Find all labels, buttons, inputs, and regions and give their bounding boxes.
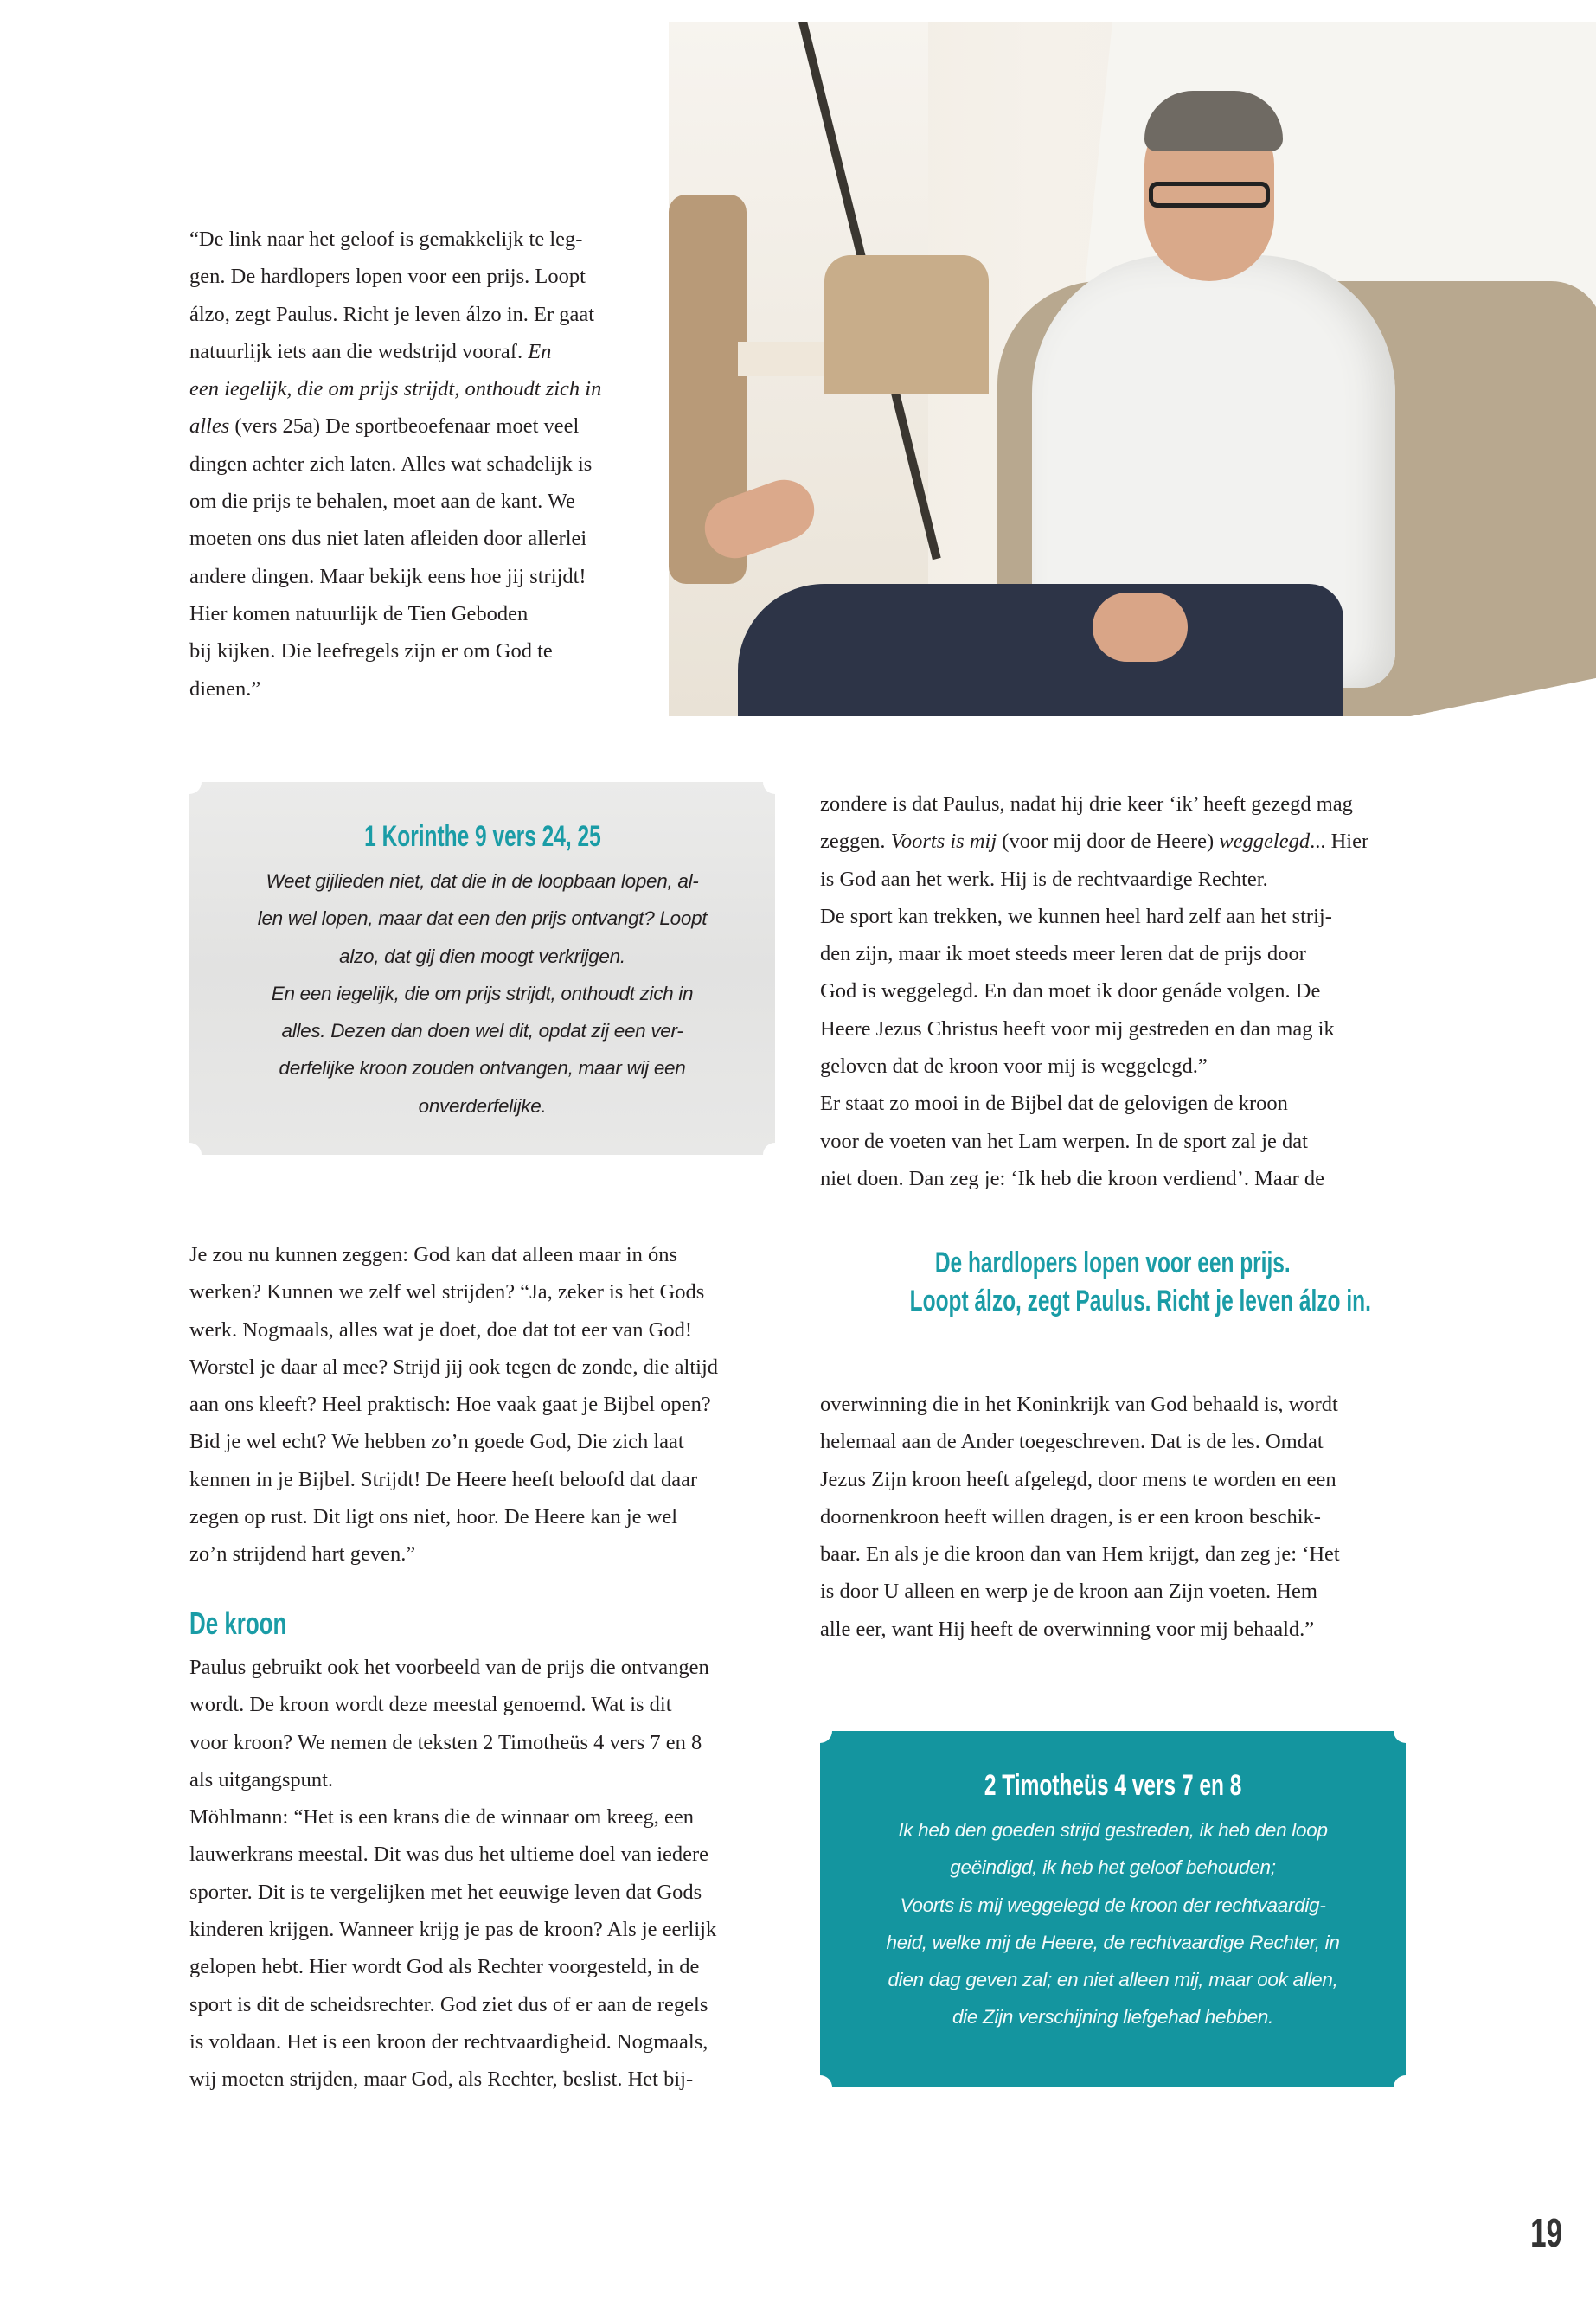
text-line: wordt. De kroon wordt deze meestal genoemd. Wat is dit [189,1693,672,1717]
right-column-paragraph [820,785,1368,1197]
italic-quote: een iegelijk, die om prijs strijdt, onthoudt zich in [189,377,602,401]
pull-quote-line: De hardlopers lopen voor een prijs. [935,1247,1291,1279]
text-line: Hier komen natuurlijk de Tien Geboden [189,601,529,625]
text-line: Weet gijlieden niet, dat die in de loopbaan lopen, al- [266,870,699,892]
text-line: sporter. Dit is te vergelijken met het eeuwige leven dat Gods [189,1880,702,1904]
text-line: Heere Jezus Christus heeft voor mij gestreden en dan mag ik [820,1016,1335,1041]
section-heading: De kroon [189,1606,287,1641]
text-line: Paulus gebruikt ook het voorbeeld van de prijs die ontvangen [189,1656,709,1679]
text-segment: natuurlijk iets aan die wedstrijd vooraf. [189,339,529,363]
text-line: heid, welke mij de Heere, de rechtvaardige Rechter, in [886,1931,1340,1953]
text-line: Ik heb den goeden strijd gestreden, ik heb den loop [898,1819,1328,1841]
text-line: niet doen. Dan zeg je: ‘Ik heb die kroon verdiend’. Maar de [820,1166,1325,1190]
text-line: is door U alleen en werp je de kroon aan Zijn voeten. Hem [820,1580,1317,1604]
text-line: baar. En als je die kroon dan van Hem krijgt, dan zeg je: ‘Het [820,1542,1340,1567]
text-line: doornenkroon heeft willen dragen, is er een kroon beschik- [820,1504,1321,1529]
photo-man-in-armchair [669,22,1596,716]
box-title: 2 Timotheüs 4 vers 7 en 8 [984,1769,1242,1802]
text-line: is voldaan. Het is een kroon der rechtvaardigheid. Nogmaals, [189,2029,708,2054]
text-line: als uitgangspunt. [189,1767,334,1791]
italic-quote: alles [189,414,230,439]
text-line: den zijn, maar ik moet steeds meer leren dat de prijs door [820,942,1306,966]
box-title: 1 Korinthe 9 vers 24, 25 [363,820,601,853]
scripture-box-1-korinthe [189,782,775,1155]
text-line: geëindigd, ik heb het geloof behouden; [950,1856,1276,1879]
text-segment: ... Hier [1310,830,1369,854]
text-line: helemaal aan de Ander toegeschreven. Dat is de les. Omdat [820,1430,1324,1454]
text-line: derfelijke kroon zouden ontvangen, maar wij een [279,1057,686,1080]
italic-quote: Voorts is mij [890,830,997,854]
text-line: die Zijn verschijning liefgehad hebben. [952,2006,1274,2029]
hair [1144,91,1283,151]
text-line [189,370,601,407]
pull-quote-line: Loopt álzo, zegt Paulus. Richt je leven álzo in. [909,1285,1371,1317]
text-line: De sport kan trekken, we kunnen heel hard zelf aan het strij- [820,904,1332,928]
left-column-paragraph [189,1236,718,1574]
text-line: wij moeten strijden, maar God, als Rechter, beslist. Het bij- [189,2067,694,2092]
text-line: voor de voeten van het Lam werpen. In de sport zal je dat [820,1129,1308,1153]
text-line: “De link naar het geloof is gemakkelijk te leg- [189,228,583,251]
text-line: onverderfelijke. [418,1094,547,1117]
text-line: Voorts is mij weggelegd de kroon der rechtvaardig- [900,1894,1326,1916]
text-line: lauwerkrans meestal. Dit was dus het ultieme doel van iedere [189,1843,709,1867]
jeans [738,584,1343,716]
text-line: alles. Dezen dan doen wel dit, opdat zij een ver- [281,1020,683,1042]
text-line: dienen.” [189,676,261,701]
text-segment: zeggen. [820,830,891,854]
text-line: En een iegelijk, die om prijs strijdt, onthoudt zich in [271,982,694,1004]
box-scripture-text [820,1811,1406,2036]
text-line: overwinning die in het Koninkrijk van God behaald is, wordt [820,1393,1338,1416]
intro-paragraph [189,221,601,708]
right-column-paragraph-2 [820,1386,1340,1648]
text-segment: (voor mij door de Heere) [997,830,1220,854]
text-line: kennen in je Bijbel. Strijdt! De Heere heeft beloofd dat daar [189,1467,698,1491]
page-number: 19 [1530,2210,1563,2255]
pull-quote [820,1244,1406,1320]
text-line: God is weggelegd. En dan moet ik door genáde volgen. De [820,979,1321,1003]
italic-quote: weggelegd [1219,830,1311,854]
text-line: is God aan het werk. Hij is de rechtvaardige Rechter. [820,867,1268,891]
text-line: Er staat zo mooi in de Bijbel dat de gelovigen de kroon [820,1092,1288,1116]
text-line: zo’n strijdend hart geven.” [189,1542,416,1567]
text-line: moeten ons dus niet laten afleiden door allerlei [189,527,587,551]
text-line: bij kijken. Die leefregels zijn er om God te [189,639,553,663]
text-line: kinderen krijgen. Wanneer krijg je pas de kroon? Als je eerlijk [189,1918,717,1942]
text-line: Möhlmann: “Het is een krans die de winnaar om kreeg, een [189,1805,695,1830]
text-line: len wel lopen, maar dat een den prijs ontvangt? Loopt [257,907,708,930]
text-line: om die prijs te behalen, moet aan de kant. We [189,490,575,514]
text-line: gelopen hebt. Hier wordt God als Rechter voorgesteld, in de [189,1955,700,1979]
text-line: geloven dat de kroon voor mij is weggelegd.” [820,1054,1208,1079]
italic-quote: En [528,339,552,363]
text-line [820,823,1368,860]
text-line [189,407,601,445]
box-scripture-text [189,862,775,1125]
text-line: werken? Kunnen we zelf wel strijden? “Ja, zeker is het Gods [189,1280,705,1304]
text-line [189,333,601,370]
text-line: zondere is dat Paulus, nadat hij drie keer ‘ik’ heeft gezegd mag [820,792,1353,816]
text-line: zegen op rust. Dit ligt ons niet, hoor. De Heere kan je wel [189,1505,678,1529]
text-line: aan ons kleeft? Heel praktisch: Hoe vaak gaat je Bijbel open? [189,1393,711,1417]
text-line: dingen achter zich laten. Alles wat schadelijk is [189,452,593,476]
text-line: andere dingen. Maar bekijk eens hoe jij strijdt! [189,564,586,588]
text-line: dien dag geven zal; en niet alleen mij, maar ook allen, [888,1969,1338,1991]
text-line: sport is dit de scheidsrechter. God ziet dus of er aan de regels [189,1992,708,2016]
text-line: werk. Nogmaals, alles wat je doet, doe dat tot eer van God! [189,1317,693,1342]
text-line: Je zou nu kunnen zeggen: God kan dat alleen maar in óns [189,1243,678,1266]
text-line: voor kroon? We nemen de teksten 2 Timotheüs 4 vers 7 en 8 [189,1730,702,1754]
text-segment: (vers 25a) De sportbeoefenaar moet veel [229,414,580,439]
scripture-box-2-timotheus [820,1731,1406,2087]
text-line: Jezus Zijn kroon heeft afgelegd, door mens te worden en een [820,1467,1336,1491]
glasses [1149,182,1270,208]
text-line: alle eer, want Hij heeft de overwinning voor mij behaald.” [820,1617,1315,1641]
text-line: álzo, zegt Paulus. Richt je leven álzo in. Er gaat [189,302,595,326]
section-kroon-paragraph [189,1649,716,2099]
text-line: alzo, dat gij dien moogt verkrijgen. [339,945,625,967]
hand [1093,593,1188,662]
text-line: Bid je wel echt? We hebben zo’n goede God, Die zich laat [189,1430,684,1454]
text-line: gen. De hardlopers lopen voor een prijs. Loopt [189,265,586,289]
text-line: Worstel je daar al mee? Strijd jij ook tegen de zonde, die altijd [189,1355,719,1379]
